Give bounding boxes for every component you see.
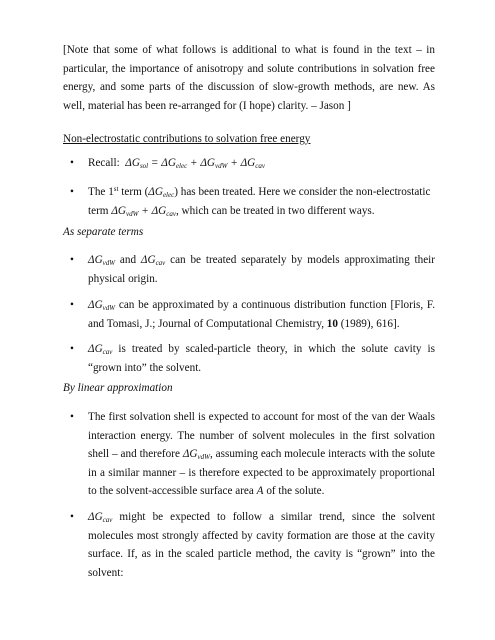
recall-label: Recall: bbox=[88, 157, 120, 169]
bullet-icon: • bbox=[70, 299, 74, 311]
editor-note: [Note that some of what follows is additional to what is found in the text – in particular, the importance of anisotropy and solute contributions in solvation free energy, and some parts of the discussion of slow-growth methods, are new. As well, material has been re-arranged for (I hope) clarity. – Jason ] bbox=[63, 44, 435, 112]
bullet-icon: • bbox=[70, 411, 74, 423]
recall-bullet bbox=[88, 154, 435, 173]
bullet-icon: • bbox=[70, 254, 74, 266]
separate-bullet-3: $\Delta G_{cav}$ is treated by scaled-particle theory, in which the solute cavity is “grown into” the solvent. bbox=[88, 343, 435, 374]
bullet-icon: • bbox=[70, 511, 74, 523]
subsection-title-linear: By linear approximation bbox=[63, 382, 173, 394]
bullet-icon: • bbox=[70, 343, 74, 355]
bullet-icon: • bbox=[70, 186, 74, 198]
linear-bullet-2: $\Delta G_{cav}$ might be expected to follow a similar trend, since the solvent molecules most strongly affected by cavity formation are those at the cavity surface. If, as in the scaled particle method, the cavity is “grown” into the solvent: bbox=[88, 511, 435, 579]
separate-bullet-2: $\Delta G_{vdW}$ can be approximated by a continuous distribution function [Floris, F. and Tomasi, J.; Journal of Computational Chemistry, 10 (1989), 616]. bbox=[88, 299, 435, 330]
subsection-title-separate: As separate terms bbox=[63, 226, 144, 238]
recall-equation: $\Delta G_{sol} = \Delta G_{elec} + \Delta G_{vdW} + \Delta G_{cav}$ bbox=[125, 157, 265, 170]
linear-bullet-1: The first solvation shell is expected to account for most of the van der Waals interaction energy. The number of solvent molecules in the first solvation shell – and therefore $\Delta G_{vdW}$, assuming each molecule interacts with the solute in a similar manner – is therefore expected to be approximately proportional to the solvent-accessible surface area A of the solute. bbox=[88, 411, 436, 497]
section-heading: Non-electrostatic contributions to solvation free energy bbox=[63, 133, 311, 145]
bullet-icon: • bbox=[70, 157, 74, 169]
first-term-bullet: The 1st term $(\Delta G_{elec})$ has been treated. Here we consider the non-electrostatic term $\Delta G_{vdW} + \Delta G_{cav}$, which can be treated in two different ways. bbox=[88, 185, 431, 218]
separate-bullet-1: $\Delta G_{vdW}$ and $\Delta G_{cav}$ can be treated separately by models approximating their physical origin. bbox=[88, 254, 435, 285]
